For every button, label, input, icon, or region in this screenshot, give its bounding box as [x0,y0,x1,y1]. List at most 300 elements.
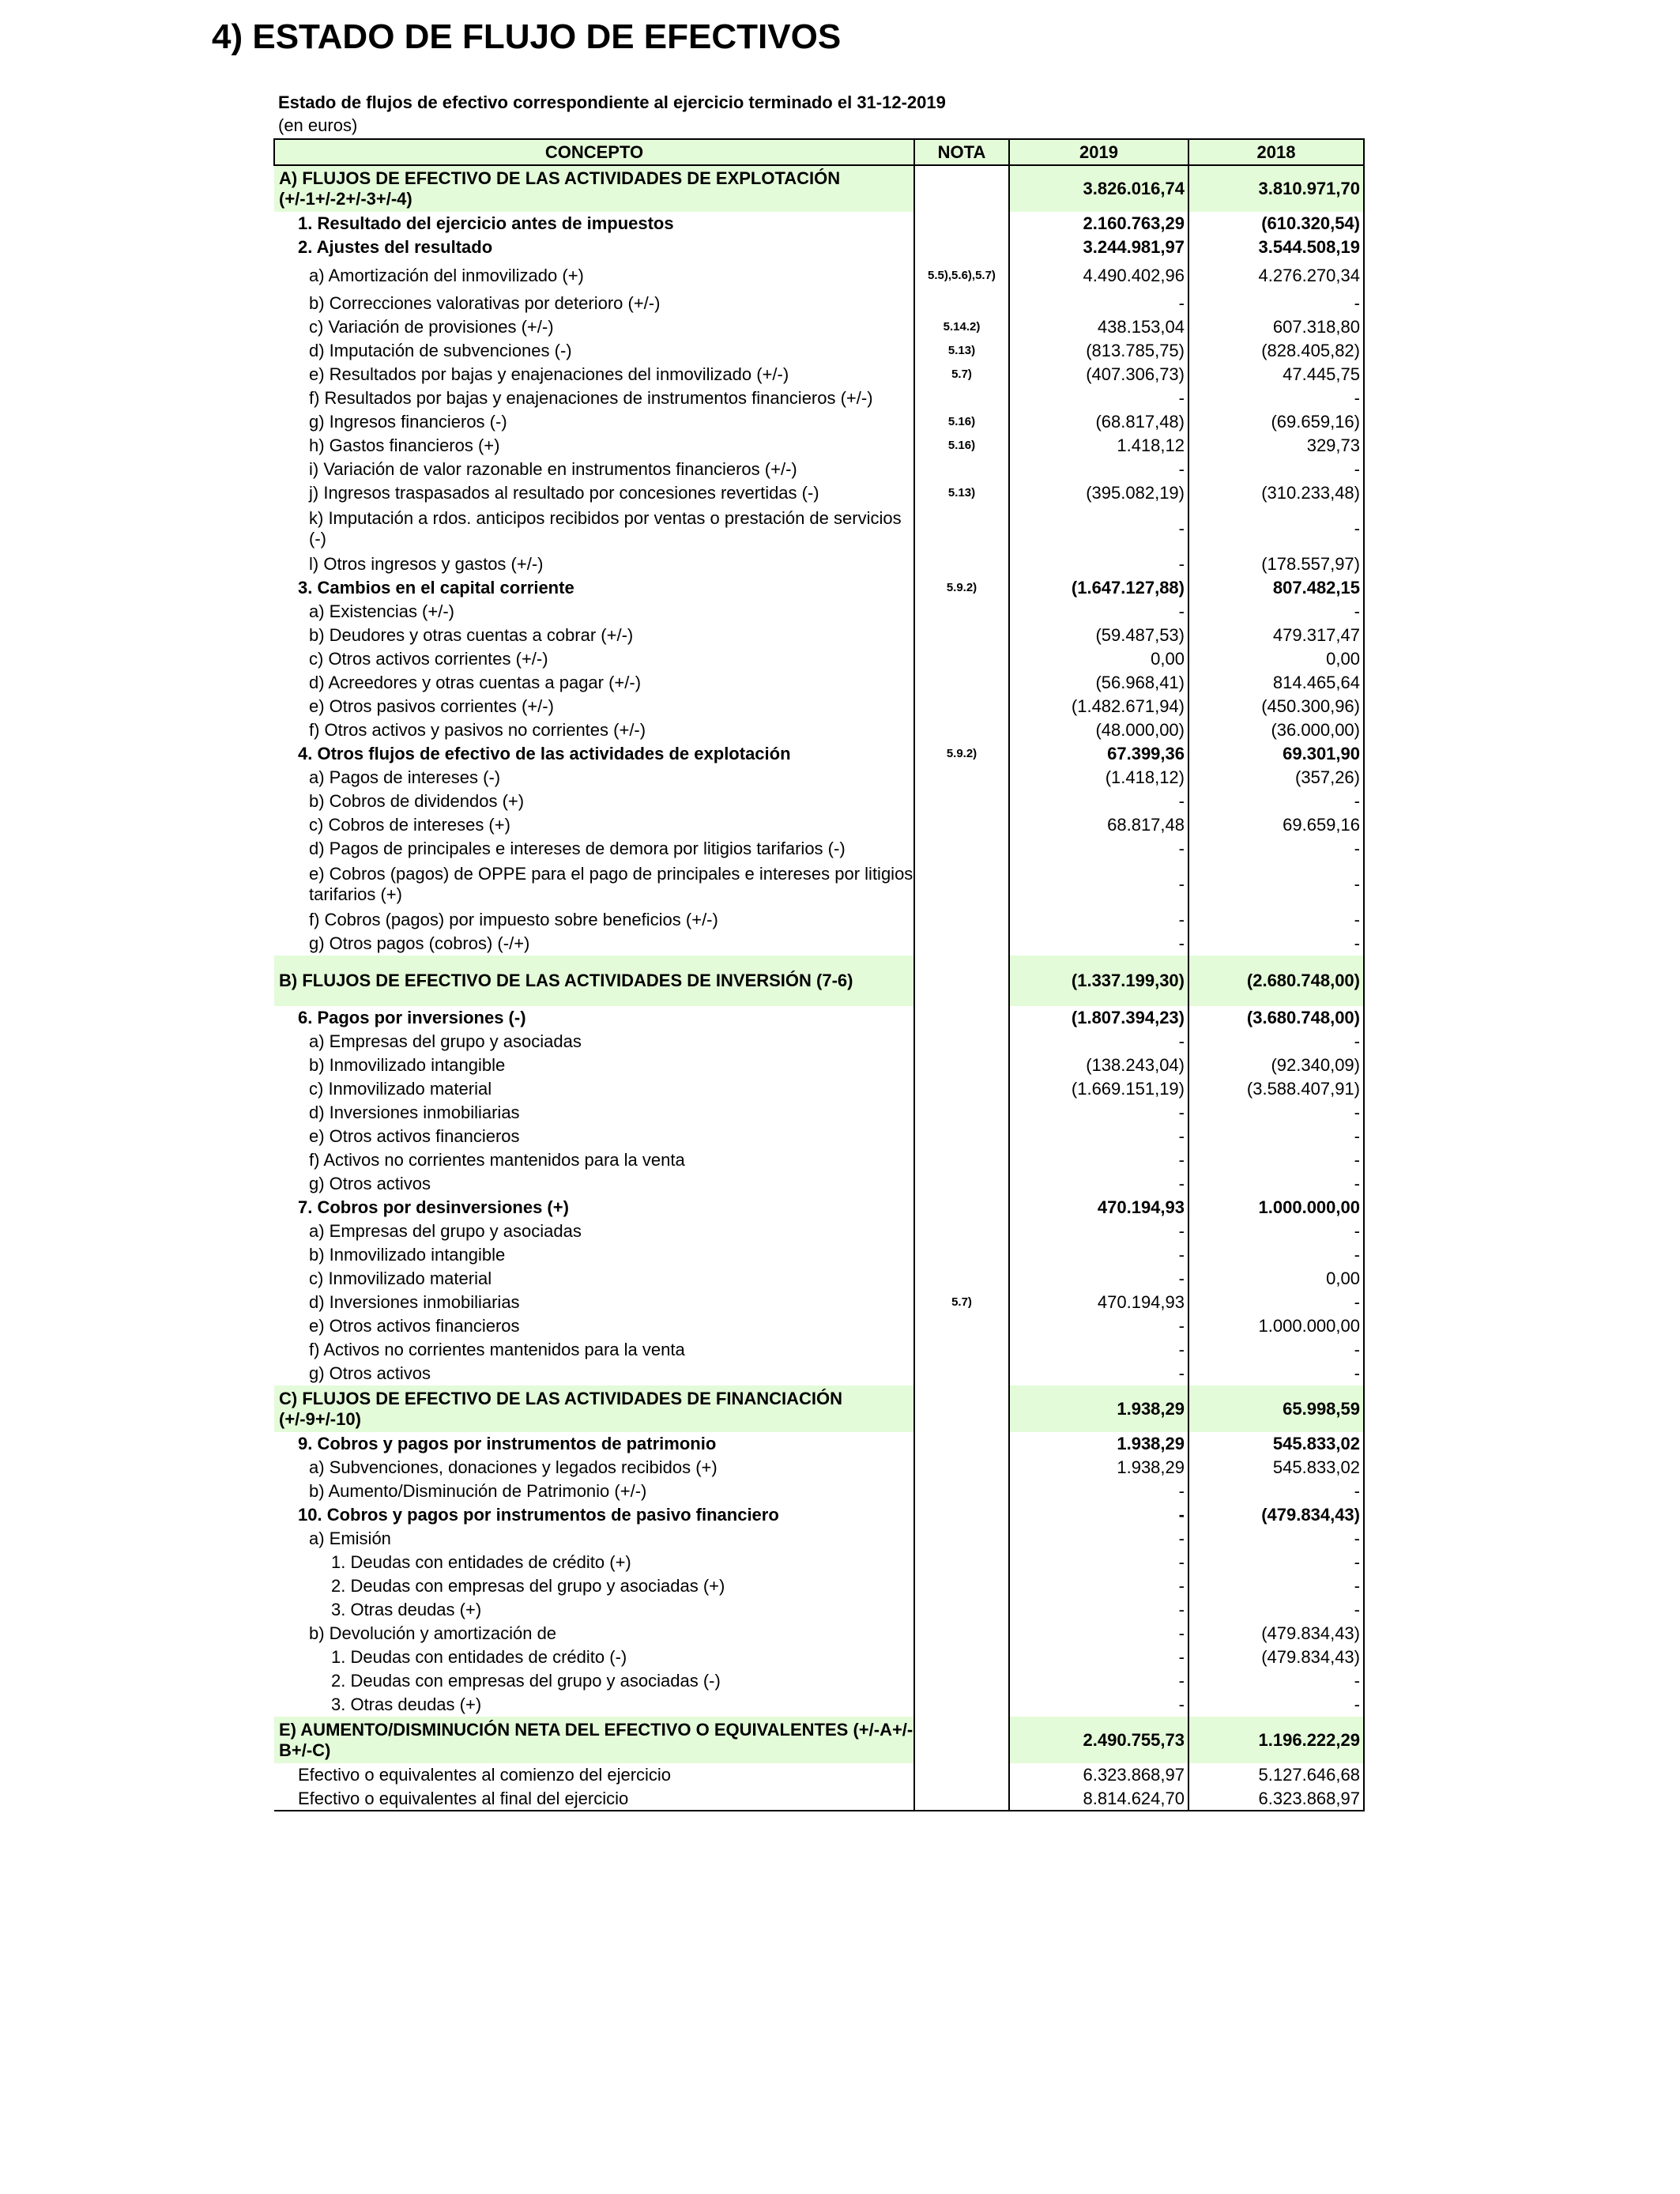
row-value-2019: - [1009,600,1188,624]
table-row [274,1338,1364,1362]
row-value-2019: - [1009,1172,1188,1196]
table-row [274,1787,1364,1811]
table-row [274,1669,1364,1693]
row-nota [914,1101,1009,1125]
row-value-2019: (1.669.151,19) [1009,1077,1188,1101]
row-concept: g) Ingresos financieros (-) [309,412,507,432]
row-nota [914,1646,1009,1669]
row-value-2019: - [1009,1480,1188,1503]
row-value-2019: - [1009,1125,1188,1148]
row-nota [914,695,1009,718]
table-row [274,671,1364,695]
row-value-2019: 68.817,48 [1009,813,1188,837]
row-concept: e) Resultados por bajas y enajenaciones del inmovilizado (+/-) [309,364,789,384]
table-row [274,410,1364,434]
row-concept: 1. Resultado del ejercicio antes de impuestos [298,213,674,233]
row-concept: 2. Ajustes del resultado [298,237,493,257]
row-concept: i) Variación de valor razonable en instrumentos financieros (+/-) [309,459,797,479]
table-row [274,624,1364,647]
row-value-2019: - [1009,1314,1188,1338]
row-value-2019: (59.487,53) [1009,624,1188,647]
row-value-2019: 2.160.763,29 [1009,212,1188,236]
table-row [274,1646,1364,1669]
row-concept: k) Imputación a rdos. anticipos recibidos por ventas o prestación de servicios (-) [309,508,902,548]
row-concept: e) Cobros (pagos) de OPPE para el pago de principales e intereses por litigios tarifarios (+) [309,864,913,904]
row-value-2018: (357,26) [1188,766,1364,790]
table-row [274,908,1364,932]
table-header-row [274,139,1364,165]
row-value-2018: - [1188,1172,1364,1196]
row-nota: 5.7) [914,1291,1009,1314]
table-row [274,1527,1364,1551]
table-row [274,1267,1364,1291]
table-row [274,434,1364,458]
row-nota [914,1598,1009,1622]
row-value-2018: (828.405,82) [1188,339,1364,363]
row-value-2019: (395.082,19) [1009,481,1188,505]
row-concept: Efectivo o equivalentes al final del ejercicio [274,1787,914,1811]
row-value-2018: - [1188,1527,1364,1551]
row-value-2019: - [1009,790,1188,813]
row-nota [914,1622,1009,1646]
section-row [274,1385,1364,1432]
row-value-2018: - [1188,505,1364,552]
table-row [274,212,1364,236]
table-row [274,458,1364,481]
row-nota: 5.16) [914,410,1009,434]
table-row [274,1432,1364,1456]
row-value-2018: 814.465,64 [1188,671,1364,695]
table-row [274,1125,1364,1148]
row-nota [914,671,1009,695]
table-row [274,1551,1364,1574]
row-value-2018: 1.000.000,00 [1188,1314,1364,1338]
row-concept: d) Inversiones inmobiliarias [309,1292,520,1312]
row-concept: a) Emisión [309,1529,391,1548]
row-nota [914,908,1009,932]
row-value-2019: - [1009,908,1188,932]
row-value-2019: - [1009,1338,1188,1362]
row-concept: d) Imputación de subvenciones (-) [309,341,572,360]
row-concept: j) Ingresos traspasados al resultado por concesiones revertidas (-) [309,483,819,503]
table-row [274,339,1364,363]
row-nota [914,837,1009,861]
table-row [274,363,1364,386]
row-value-2019: - [1009,1551,1188,1574]
row-value-2018: 807.482,15 [1188,576,1364,600]
row-nota [914,1527,1009,1551]
cash-flow-table [273,138,1365,1811]
table-row [274,1622,1364,1646]
row-concept: b) Correcciones valorativas por deterioro (+/-) [309,293,661,313]
row-value-2018: (69.659,16) [1188,410,1364,434]
row-value-2019: - [1009,1622,1188,1646]
row-value-2018: 6.323.868,97 [1188,1787,1364,1811]
row-concept: b) Inmovilizado intangible [309,1245,506,1265]
row-nota [914,386,1009,410]
table-row [274,1172,1364,1196]
row-value-2019: 3.244.981,97 [1009,236,1188,259]
row-value-2018: - [1188,790,1364,813]
table-row [274,386,1364,410]
row-value-2018: - [1188,1101,1364,1125]
row-value-2018: 545.833,02 [1188,1432,1364,1456]
table-row [274,600,1364,624]
row-value-2019: - [1009,1574,1188,1598]
row-value-2018: - [1188,1669,1364,1693]
row-value-2018: 0,00 [1188,1267,1364,1291]
row-concept: A) FLUJOS DE EFECTIVO DE LAS ACTIVIDADES DE EXPLOTACIÓN (+/-1+/-2+/-3+/-4) [274,165,914,212]
table-body [274,165,1364,1811]
row-value-2018: - [1188,1148,1364,1172]
row-value-2019: 2.490.755,73 [1009,1717,1188,1763]
table-row [274,1196,1364,1220]
row-value-2019: - [1009,386,1188,410]
row-concept: f) Activos no corrientes mantenidos para la venta [309,1340,685,1359]
row-value-2018: (3.680.748,00) [1188,1006,1364,1030]
row-nota [914,1006,1009,1030]
row-value-2018: (610.320,54) [1188,212,1364,236]
section-row [274,165,1364,212]
row-nota [914,1717,1009,1763]
table-row [274,1503,1364,1527]
row-value-2018: - [1188,1338,1364,1362]
row-value-2018: - [1188,1220,1364,1243]
table-row [274,1480,1364,1503]
row-nota [914,1669,1009,1693]
row-concept: c) Variación de provisiones (+/-) [309,317,554,337]
row-concept: B) FLUJOS DE EFECTIVO DE LAS ACTIVIDADES DE INVERSIÓN (7-6) [274,956,914,1006]
row-concept: g) Otros activos [309,1363,431,1383]
row-value-2019: 1.418,12 [1009,434,1188,458]
row-nota [914,1267,1009,1291]
row-value-2018: 69.659,16 [1188,813,1364,837]
column-header-2019: 2019 [1009,139,1188,165]
row-concept: b) Deudores y otras cuentas a cobrar (+/-) [309,625,634,645]
row-concept: g) Otros activos [309,1174,431,1193]
row-concept: l) Otros ingresos y gastos (+/-) [309,554,544,574]
row-value-2018: 3.544.508,19 [1188,236,1364,259]
row-value-2019: (138.243,04) [1009,1054,1188,1077]
row-value-2018: 65.998,59 [1188,1385,1364,1432]
row-concept: 2. Deudas con empresas del grupo y asociadas (-) [331,1671,721,1691]
row-nota [914,1125,1009,1148]
row-nota [914,292,1009,315]
row-concept: 2. Deudas con empresas del grupo y asociadas (+) [331,1576,725,1596]
row-value-2018: (178.557,97) [1188,552,1364,576]
row-concept: a) Empresas del grupo y asociadas [309,1221,582,1241]
row-nota [914,1693,1009,1717]
table-row [274,766,1364,790]
row-nota: 5.5),5.6),5.7) [914,259,1009,292]
table-row [274,1006,1364,1030]
row-concept: 7. Cobros por desinversiones (+) [298,1197,569,1217]
row-value-2019: (1.337.199,30) [1009,956,1188,1006]
row-value-2019: (48.000,00) [1009,718,1188,742]
row-value-2018: (310.233,48) [1188,481,1364,505]
row-concept: a) Subvenciones, donaciones y legados recibidos (+) [309,1457,718,1477]
row-concept: 3. Otras deudas (+) [331,1695,482,1714]
row-concept: f) Cobros (pagos) por impuesto sobre beneficios (+/-) [309,910,718,929]
table-row [274,813,1364,837]
row-nota [914,1314,1009,1338]
row-concept: c) Otros activos corrientes (+/-) [309,649,548,669]
table-row [274,695,1364,718]
table-row [274,1148,1364,1172]
row-value-2018: 479.317,47 [1188,624,1364,647]
row-value-2018: (479.834,43) [1188,1622,1364,1646]
row-value-2019: (56.968,41) [1009,671,1188,695]
section-row [274,1717,1364,1763]
row-value-2019: - [1009,1598,1188,1622]
row-concept: a) Existencias (+/-) [309,601,454,621]
table-row [274,1763,1364,1787]
table-row [274,505,1364,552]
table-row [274,647,1364,671]
row-nota [914,647,1009,671]
row-concept: 10. Cobros y pagos por instrumentos de pasivo financiero [298,1505,779,1525]
row-value-2018: - [1188,1291,1364,1314]
row-nota [914,1763,1009,1787]
row-nota [914,1077,1009,1101]
row-value-2018: 329,73 [1188,434,1364,458]
row-value-2018: - [1188,932,1364,956]
row-value-2018: - [1188,600,1364,624]
row-concept: Efectivo o equivalentes al comienzo del ejercicio [298,1765,672,1785]
row-value-2019: (1.807.394,23) [1009,1006,1188,1030]
table-row [274,861,1364,908]
row-nota [914,1480,1009,1503]
row-value-2019: 0,00 [1009,647,1188,671]
table-row [274,1314,1364,1338]
row-nota [914,1243,1009,1267]
row-concept: f) Activos no corrientes mantenidos para la venta [309,1150,685,1170]
row-nota: 5.13) [914,339,1009,363]
table-row [274,790,1364,813]
row-concept: a) Pagos de intereses (-) [309,767,501,787]
table-row [274,576,1364,600]
row-nota: 5.14.2) [914,315,1009,339]
section-row [274,956,1364,1006]
row-concept: b) Devolución y amortización de [309,1623,557,1643]
table-row [274,236,1364,259]
row-concept: h) Gastos financieros (+) [309,435,500,455]
table-row [274,1362,1364,1385]
row-value-2019: 470.194,93 [1009,1196,1188,1220]
row-concept: d) Inversiones inmobiliarias [309,1103,520,1122]
row-value-2018: - [1188,837,1364,861]
row-nota [914,1172,1009,1196]
row-value-2018: (479.834,43) [1188,1503,1364,1527]
row-value-2018: (479.834,43) [1188,1646,1364,1669]
row-value-2018: - [1188,908,1364,932]
row-concept: f) Resultados por bajas y enajenaciones de instrumentos financieros (+/-) [309,388,873,408]
row-value-2019: - [1009,837,1188,861]
units-note: (en euros) [278,115,358,135]
row-value-2018: (450.300,96) [1188,695,1364,718]
row-nota [914,1054,1009,1077]
row-value-2018: - [1188,1125,1364,1148]
row-value-2018: (2.680.748,00) [1188,956,1364,1006]
row-nota [914,932,1009,956]
row-concept: d) Acreedores y otras cuentas a pagar (+/-) [309,673,642,692]
table-row [274,1598,1364,1622]
row-value-2018: (92.340,09) [1188,1054,1364,1077]
row-value-2019: 1.938,29 [1009,1385,1188,1432]
row-nota [914,1220,1009,1243]
row-value-2019: (407.306,73) [1009,363,1188,386]
row-value-2019: - [1009,932,1188,956]
row-nota [914,813,1009,837]
row-concept: b) Inmovilizado intangible [309,1055,506,1075]
row-value-2018: 545.833,02 [1188,1456,1364,1480]
table-row [274,837,1364,861]
table-row [274,742,1364,766]
table-row [274,1693,1364,1717]
row-value-2018: 0,00 [1188,647,1364,671]
row-nota [914,600,1009,624]
row-concept: 1. Deudas con entidades de crédito (+) [331,1552,631,1572]
table-row [274,718,1364,742]
table-row [274,481,1364,505]
row-nota [914,505,1009,552]
row-value-2019: - [1009,458,1188,481]
row-value-2018: - [1188,1551,1364,1574]
row-value-2019: 1.938,29 [1009,1456,1188,1480]
row-value-2019: - [1009,1267,1188,1291]
row-nota [914,1196,1009,1220]
row-nota [914,236,1009,259]
row-value-2019: (813.785,75) [1009,339,1188,363]
row-nota [914,790,1009,813]
row-value-2018: - [1188,1362,1364,1385]
row-value-2018: - [1188,458,1364,481]
row-concept: c) Inmovilizado material [309,1269,492,1288]
row-concept: c) Cobros de intereses (+) [309,815,510,835]
row-value-2019: 3.826.016,74 [1009,165,1188,212]
row-nota [914,1030,1009,1054]
row-value-2019: 6.323.868,97 [1009,1763,1188,1787]
table-row [274,1054,1364,1077]
row-value-2019: - [1009,1101,1188,1125]
row-nota [914,1362,1009,1385]
row-concept: c) Inmovilizado material [309,1079,492,1099]
row-value-2018: - [1188,386,1364,410]
row-nota [914,624,1009,647]
row-nota [914,1148,1009,1172]
row-value-2018: (36.000,00) [1188,718,1364,742]
table-row [274,315,1364,339]
row-nota: 5.7) [914,363,1009,386]
row-concept: e) Otros activos financieros [309,1316,520,1336]
row-concept: e) Otros pasivos corrientes (+/-) [309,696,554,716]
table-row [274,1077,1364,1101]
row-value-2019: - [1009,1362,1188,1385]
row-value-2018: 607.318,80 [1188,315,1364,339]
row-value-2019: - [1009,1220,1188,1243]
table-row [274,1220,1364,1243]
row-concept: f) Otros activos y pasivos no corrientes (+/-) [309,720,646,740]
row-nota [914,458,1009,481]
row-concept: 1. Deudas con entidades de crédito (-) [331,1647,627,1667]
row-value-2019: - [1009,1669,1188,1693]
table-row [274,932,1364,956]
row-value-2019: - [1009,1030,1188,1054]
row-value-2019: (68.817,48) [1009,410,1188,434]
row-concept: 4. Otros flujos de efectivo de las actividades de explotación [298,744,791,763]
table-row [274,552,1364,576]
row-nota [914,1432,1009,1456]
row-value-2019: 4.490.402,96 [1009,259,1188,292]
row-nota [914,212,1009,236]
row-nota: 5.16) [914,434,1009,458]
statement-subtitle: Estado de flujos de efectivo correspondiente al ejercicio terminado el 31-12-2019 [278,92,946,112]
row-nota [914,1456,1009,1480]
table-row [274,1291,1364,1314]
column-header-2018: 2018 [1188,139,1364,165]
row-value-2019: - [1009,1503,1188,1527]
row-value-2019: 438.153,04 [1009,315,1188,339]
table-row [274,1030,1364,1054]
row-value-2019: 1.938,29 [1009,1432,1188,1456]
row-value-2018: 1.196.222,29 [1188,1717,1364,1763]
row-nota [914,718,1009,742]
row-concept: C) FLUJOS DE EFECTIVO DE LAS ACTIVIDADES DE FINANCIACIÓN (+/-9+/-10) [274,1385,914,1432]
row-nota: 5.13) [914,481,1009,505]
row-value-2019: (1.482.671,94) [1009,695,1188,718]
column-header-nota: NOTA [914,139,1009,165]
row-value-2019: 470.194,93 [1009,1291,1188,1314]
row-nota [914,552,1009,576]
row-value-2019: - [1009,1693,1188,1717]
row-value-2019: - [1009,861,1188,908]
row-value-2018: - [1188,1574,1364,1598]
table-row [274,1574,1364,1598]
row-value-2018: 4.276.270,34 [1188,259,1364,292]
row-value-2018: - [1188,1030,1364,1054]
row-value-2019: - [1009,1646,1188,1669]
row-concept: g) Otros pagos (cobros) (-/+) [309,933,530,953]
row-nota [914,766,1009,790]
row-value-2018: - [1188,1243,1364,1267]
row-nota [914,956,1009,1006]
row-value-2019: - [1009,1148,1188,1172]
row-nota [914,1574,1009,1598]
row-value-2019: - [1009,552,1188,576]
row-concept: d) Pagos de principales e intereses de demora por litigios tarifarios (-) [309,839,846,858]
table-row [274,1101,1364,1125]
row-value-2018: 3.810.971,70 [1188,165,1364,212]
row-value-2018: 5.127.646,68 [1188,1763,1364,1787]
row-concept: b) Cobros de dividendos (+) [309,791,525,811]
row-concept: a) Amortización del inmovilizado (+) [309,265,584,285]
row-concept: b) Aumento/Disminución de Patrimonio (+/-) [309,1481,647,1501]
table-row [274,259,1364,292]
row-concept: e) Otros activos financieros [309,1126,520,1146]
row-value-2019: - [1009,292,1188,315]
row-value-2018: - [1188,292,1364,315]
row-value-2019: 67.399,36 [1009,742,1188,766]
row-nota [914,861,1009,908]
row-nota [914,1385,1009,1432]
row-value-2018: 69.301,90 [1188,742,1364,766]
row-concept: 9. Cobros y pagos por instrumentos de patrimonio [298,1434,717,1453]
row-value-2018: - [1188,1480,1364,1503]
row-nota [914,1338,1009,1362]
row-value-2018: (3.588.407,91) [1188,1077,1364,1101]
row-value-2019: (1.647.127,88) [1009,576,1188,600]
row-value-2019: 8.814.624,70 [1009,1787,1188,1811]
